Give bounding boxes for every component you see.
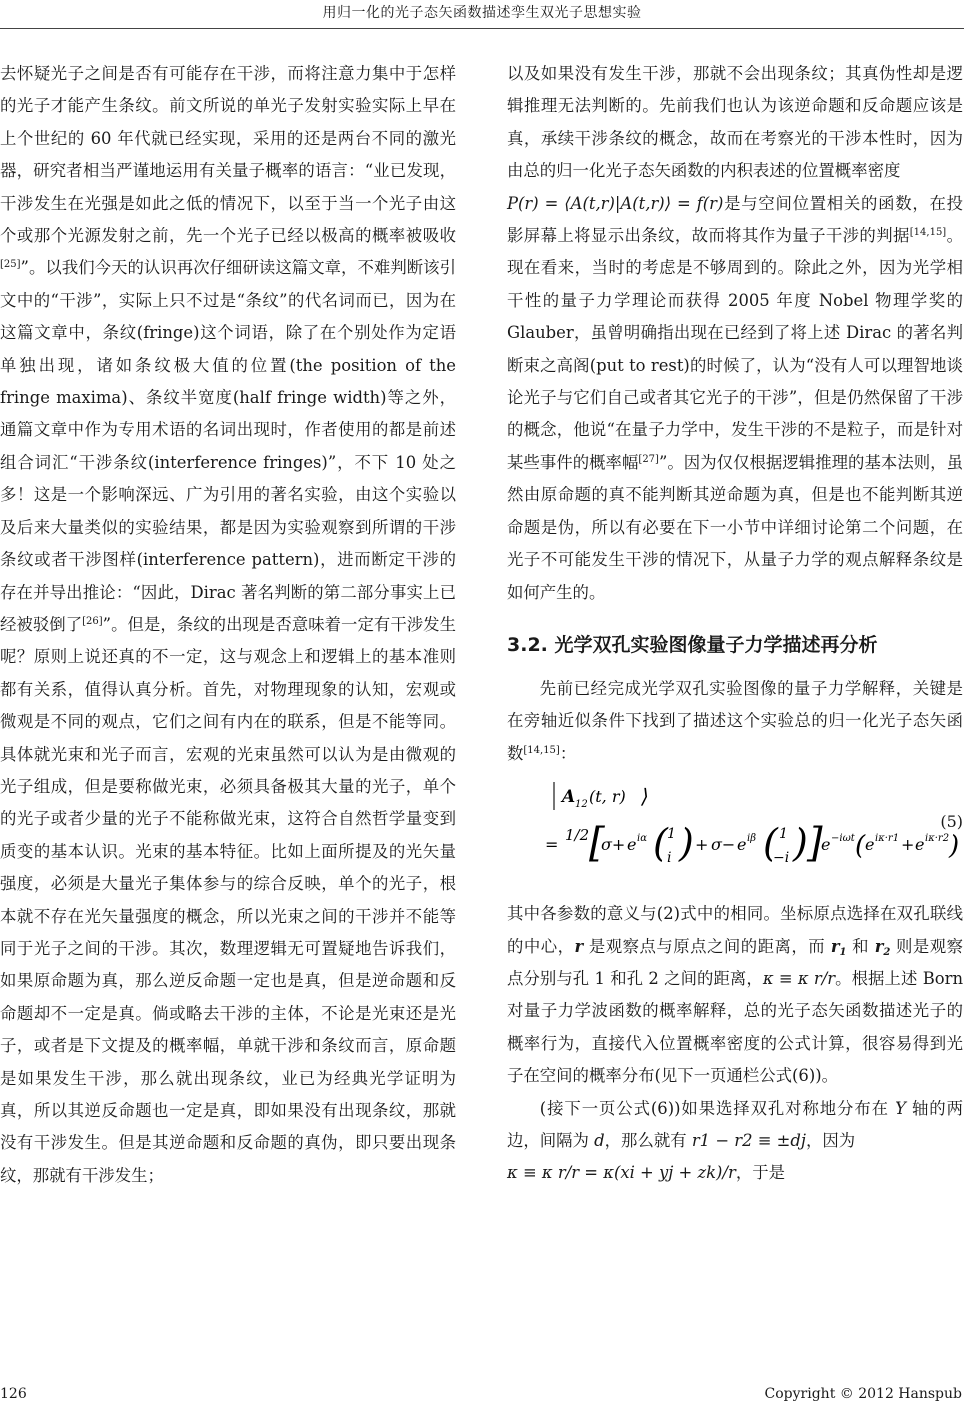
eq-e1: e <box>627 835 637 855</box>
eq-exp-alpha: iα <box>637 833 647 845</box>
left-text-1: 去怀疑光子之间是否有可能存在干涉，而将注意力集中于怎样的光子才能产生条纹。前文所说的单光子发射实验实际上早在上个世纪的 60 年代就已经实现，采用的还是两台不同的激光器，研究者相当严谨地运用有关量子概率的语言：“业已发现，干涉发生在光强是如此之低的情况下，以至于当一个光子由这个或那个光源发射之前，先一个光子已经以极高的概率被吸收 <box>0 64 456 246</box>
right-text-4d: 则是观察点分别与孔 1 和孔 2 之间的距离， <box>507 936 964 988</box>
citation-26: [26] <box>82 615 103 627</box>
eq-paren-2l: ( <box>763 821 778 866</box>
equation-5-svg <box>507 776 963 894</box>
right-text-5b: 轴的两边，间隔为 <box>507 1098 963 1150</box>
right-text-3: 先前已经完成光学双孔实验图像的量子力学解释，关键是在旁轴近似条件下找到了描述这个实验总的归一化光子态矢函数 <box>507 678 963 763</box>
eq-lhs-A: A <box>562 787 576 808</box>
page-number: 126 <box>0 1386 27 1402</box>
eq-exp-omega: −iωt <box>831 833 855 845</box>
equation-5 <box>507 776 963 894</box>
eq-vec1-top: 1 <box>667 826 676 843</box>
eq-paren-3r: ) <box>949 831 960 862</box>
right-text-2c: ”。因为仅仅根据逻辑推理的基本法则，虽然由原命题的真不能判断其逆命题为真，但是也不能判断其逆命题是伪，所以有必要在下一小节中详细讨论第二个问题，在光子不可能发生干涉的情况下，从量子力学的观点解释条纹是如何产生的。 <box>507 452 964 602</box>
right-text-5d: ，因为 <box>806 1130 856 1150</box>
right-text-3-end: ： <box>559 743 577 763</box>
citation-27: [27] <box>638 453 659 465</box>
right-text-2a: 是与空间位置相关的函数，在投影屏幕上将显示出条纹，故而将其作为量子干涉的判据 <box>507 193 964 246</box>
eq-vec2-bottom: −i <box>773 850 790 867</box>
right-text-4a: 其中各参数的意义与(2)式中的相同。坐标原点选择在双孔联线的中心， <box>507 904 963 956</box>
right-text-4e: 。根据上述 Born 对量子力学波函数的概率解释，总的光子态矢函数描述光子的概率行为，直接代入位置概率密度的公式计算，很容易得到光子在空间的概率分布(见下一页通栏公式(6))。 <box>507 968 963 1086</box>
eq-paren-3l: ( <box>855 831 866 862</box>
left-column <box>0 58 456 1192</box>
sym-r: r <box>574 936 584 956</box>
eq-sigma-minus: σ− <box>711 835 736 855</box>
eq-bracket-right: ] <box>807 820 823 867</box>
right-column <box>507 58 963 1190</box>
sym-r1: $r_1$ <box>830 936 847 958</box>
eq-half: 1/2 <box>565 826 590 845</box>
eq-plus: + <box>695 835 709 855</box>
eq-e2: e <box>737 835 747 855</box>
right-paragraph-4 <box>507 898 963 1092</box>
eq-e5: e <box>915 835 925 855</box>
formula-r-diff: r1 − r2 ≡ ±dj <box>691 1130 806 1150</box>
right-paragraph-3 <box>507 673 963 770</box>
sym-d: d <box>594 1130 605 1150</box>
eq-paren-2r: ) <box>793 821 808 866</box>
citation-14-15: [14,15] <box>909 227 947 239</box>
eq-sigma-plus: σ+ <box>601 835 626 855</box>
eq-bracket-left: [ <box>589 820 605 867</box>
right-text-5c: ，那么就有 <box>604 1130 692 1150</box>
right-text-4b: 是观察点与原点之间的距离，而 <box>583 936 831 956</box>
right-paragraph-2 <box>507 188 963 609</box>
formula-kappa-def: κ ≡ κ r/r <box>762 968 836 988</box>
copyright: Copyright © 2012 Hanspub <box>764 1386 962 1402</box>
right-text-4c: 和 <box>846 936 875 956</box>
eq-exp-r2: iκ·r2 <box>925 833 950 845</box>
eq-paren-1l: ( <box>653 821 668 866</box>
right-text-5e: ，于是 <box>735 1163 785 1183</box>
eq-equals: = <box>545 835 559 855</box>
right-paragraph-5 <box>507 1093 963 1190</box>
right-paragraph-1: 以及如果没有发生干涉，那就不会出现条纹；其真伪性却是逻辑推理无法判断的。先前我们也认为该逆命题和反命题应该是真，承续干涉条纹的概念，故而在考察光的干涉本性时，因为由总的归一化光子态矢函数的内积表述的位置概率密度 <box>507 64 963 181</box>
left-paragraph <box>0 58 456 1192</box>
equation-number: (5) <box>940 812 963 832</box>
eq-plus-2: + <box>901 835 915 855</box>
running-header: 用归一化的光子态矢函数描述孪生双光子思想实验 <box>322 5 642 21</box>
right-text-5a: (接下一页公式(6))如果选择双孔对称地分布在 <box>539 1098 896 1118</box>
eq-e4: e <box>865 835 875 855</box>
eq-paren-1r: ) <box>679 821 694 866</box>
eq-vec2-top: 1 <box>779 826 788 843</box>
eq-lhs-sub: 12 <box>575 799 588 811</box>
right-text-2b: 。现在看来，当时的考虑是不够周到的。除此之外，因为光学相干性的量子力学理论而获得 2005 年度 Nobel 物理学奖的 Glauber，虽曾明确指出现在已经到了将上述 Dirac 的著名判断束之高阁(put to rest)的时候了，认为“没有人可以理智地谈论光子与它们自己或者其它光子的干涉”，但是仍然保留了干涉的概念，他说“在量子力学中，发生干涉的不是粒子，而是针对某些事件的概率幅 <box>507 226 964 472</box>
sym-r2: $r_2$ <box>874 936 891 958</box>
left-text-2: ”。以我们今天的认识再次仔细研读这篇文章，不难判断该引文中的“干涉”，实际上只不过是“条纹”的代名词而已，因为在这篇文章中，条纹(fringe)这个词语，除了在个别处作为定语单独出现，诸如条纹极大值的位置(the position of the fringe maxima)、条纹半宽度(half fringe width)等之外，通篇文章中作为专用术语的名词出现时，作者使用的都是前述组合词汇“干涉条纹(interference fringes)”，不下 10 处之多！这是一个影响深远、广为引用的著名实验，由这个实验以及后来大量类似的实验结果，都是因为实验观察到所谓的干涉条纹或者干涉图样(interference pattern)，进而断定干涉的存在并导出推论：“因此，Dirac 著名判断的第二部分事实上已经被驳倒了 <box>0 258 456 634</box>
formula-kappa-expand: κ ≡ κ r/r = κ(xi + yj + zk)/r <box>507 1163 736 1183</box>
formula-position-probability: P(r) = ⟨A(t,r)|A(t,r)⟩ = f(r) <box>507 193 724 213</box>
header-rule <box>0 28 964 29</box>
eq-e3: e <box>821 835 831 855</box>
section-heading-3-2: 3.2. 光学双孔实验图像量子力学描述再分析 <box>507 633 878 656</box>
ket-angle: ⟩ <box>641 784 649 809</box>
sym-Y: Y <box>895 1098 906 1118</box>
eq-vec1-bottom: i <box>667 850 672 867</box>
eq-exp-beta: iβ <box>747 833 756 845</box>
eq-lhs-args: (t, r) <box>589 787 626 807</box>
citation-25: [25] <box>0 259 21 271</box>
citation-14-15-b: [14,15] <box>523 744 560 756</box>
eq-exp-r1: iκ·r1 <box>875 833 900 845</box>
left-text-3: ”。但是，条纹的出现是否意味着一定有干涉发生呢？原则上说还真的不一定，这与观念上和逻辑上的基本准则都有关系，值得认真分析。首先，对物理现象的认知，宏观或微观是不同的观点，它们之间有内在的联系，但是不能等同。具体就光束和光子而言，宏观的光束虽然可以认为是由微观的光子组成，但是要称做光束，必须具备极其大量的光子，单个的光子或者少量的光子不能称做光束，这符合自然哲学量变到质变的基本认识。光束的基本特征。比如上面所提及的光矢量强度，必须是大量光子集体参与的综合反映，单个的光子，根本就不存在光矢量强度的概念，所以光束之间的干涉并不能等同于光子之间的干涉。其次，数理逻辑无可置疑地告诉我们，如果原命题为真，那么逆反命题一定也是真，但是逆命题和反命题却不一定是真。倘或略去干涉的主体，不论是光束还是光子，或者是下文提及的概率幅，单就干涉和条纹而言，原命题是如果发生干涉，那么就出现条纹，业已为经典光学证明为真，所以其逆反命题也一定是真，即如果没有出现条纹，那就没有干涉发生。但是其逆命题和反命题的真伪，即只要出现条纹，那就有干涉发生； <box>0 614 456 1185</box>
